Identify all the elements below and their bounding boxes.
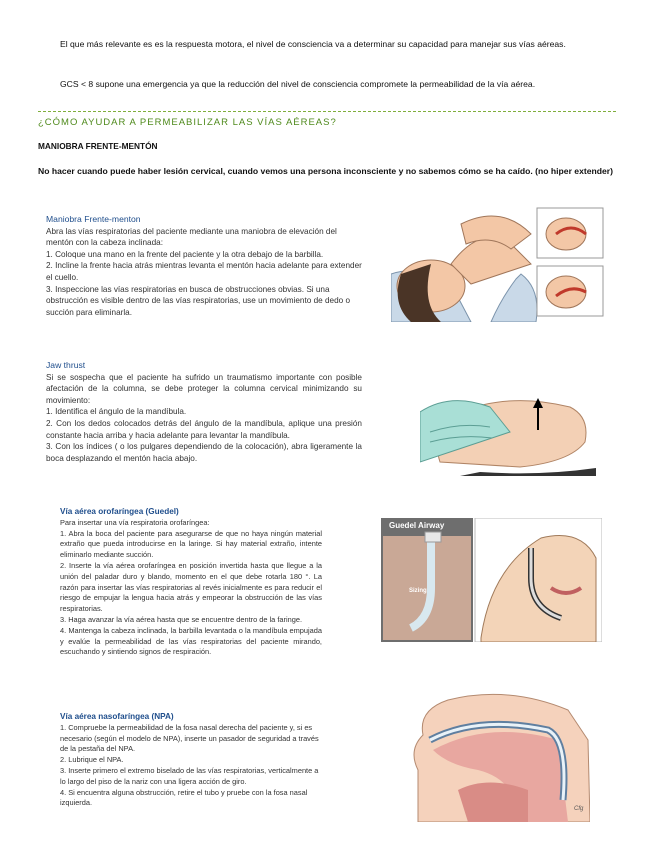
intro-paragraph-motor: El que más relevante es es la respuesta motora, el nivel de consciencia va a determinar su capacidad para manejar sus vías aéreas. bbox=[60, 39, 566, 49]
npa-line: 3. Inserte primero el extremo biselado de las vías respiratorias, verticalmente a lo largo del piso de la nariz con una ligera acción de giro. bbox=[60, 765, 319, 786]
guedel-line: Para insertar una vía respiratoria orofaríngea: bbox=[60, 517, 210, 527]
nasopharyngeal-airway-illustration bbox=[398, 680, 590, 822]
npa-line: 2. Lubrique el NPA. bbox=[60, 755, 124, 765]
frente-line: 1. Coloque una mano en la frente del paciente y la otra debajo de la barbilla. bbox=[46, 249, 324, 259]
guedel-line: 3. Haga avanzar la vía aérea hasta que se encuentre dentro de la faringe. bbox=[60, 614, 303, 624]
subsection-heading: MANIOBRA FRENTE-MENTÓN bbox=[38, 141, 158, 151]
illustration-signature: Cfg bbox=[574, 806, 584, 812]
npa-line: 4. Si encuentra alguna obstrucción, retire el tubo y pruebe con la fosa nasal izquierda. bbox=[60, 787, 308, 808]
intro-paragraph-gcs: GCS < 8 supone una emergencia ya que la reducción del nivel de consciencia compromete la permeabilidad de la vía aérea. bbox=[60, 79, 536, 89]
npa-section bbox=[60, 712, 322, 809]
npa-line: 1. Compruebe la permeabilidad de la fosa nasal derecha del paciente y, si es necesario (según el modelo de NPA), inserte un pasador de seguridad a través de la pestaña del NPA. bbox=[60, 722, 319, 754]
section-divider bbox=[38, 111, 616, 112]
warning-text: No hacer cuando puede haber lesión cervical, cuando vemos una persona inconsciente y no sabemos cómo se ha caído. (no hiper extender) bbox=[38, 166, 613, 176]
jaw-thrust-illustration bbox=[420, 372, 596, 476]
npa-title: Vía aérea nasofaríngea (NPA) bbox=[60, 712, 174, 721]
jaw-line: Si se sospecha que el paciente ha sufrido un traumatismo importante con posible afectación de la columna, se debe proteger la columna cervical minimizando su movimiento: bbox=[46, 372, 362, 405]
guedel-airway-illustration bbox=[381, 518, 602, 642]
frente-line: 3. Inspeccione las vías respiratorias en busca de obstrucciones obvias. Si una obstrucción es visible dentro de las vías respiratorias, use un movimiento de dedo o succión para eliminarla. bbox=[46, 284, 351, 317]
jaw-thrust-section bbox=[46, 360, 362, 464]
frente-menton-section bbox=[46, 214, 364, 318]
jaw-thrust-title: Jaw thrust bbox=[46, 360, 86, 370]
section-heading: ¿CÓMO AYUDAR A PERMEABILIZAR LAS VÍAS AÉREAS? bbox=[38, 117, 337, 128]
jaw-line: 1. Identifica el ángulo de la mandíbula. bbox=[46, 407, 187, 417]
frente-line: Abra las vías respiratorias del paciente mediante una maniobra de elevación del mentón con la cabeza inclinada: bbox=[46, 226, 337, 248]
guedel-airway-label: Guedel Airway bbox=[389, 521, 445, 530]
frente-line: 2. Incline la frente hacia atrás mientras levanta el mentón hacia adelante para extender el cuello. bbox=[46, 261, 362, 282]
jaw-line: 3. Con los índices ( o los pulgares dependiendo de la colocación), abra ligeramente la boca desplazando el mentón hacia abajo. bbox=[46, 442, 362, 463]
frente-menton-title: Maniobra Frente-menton bbox=[46, 214, 141, 224]
sizing-label: Sizing bbox=[409, 588, 427, 594]
guedel-line: 4. Mantenga la cabeza inclinada, la barbilla levantada o la mandíbula empujada y evalúe la permeabilidad de las vías respiratorias del paciente mirando, escuchando y sintiendo signos de respiración. bbox=[60, 625, 322, 657]
jaw-line: 2. Con los dedos colocados detrás del ángulo de la mandíbula, aplique una presión constante hacia arriba y hacia adelante para levantar la mandíbula. bbox=[46, 418, 362, 440]
guedel-line: 1. Abra la boca del paciente para asegurarse de que no haya ningún material extraño que pueda introducirse en la laringe. Si hay material extraño, intente eliminarlo mediante succión. bbox=[60, 528, 322, 560]
guedel-line: 2. Inserte la vía aérea orofaríngea en posición invertida hasta que llegue a la unión del paladar duro y blando, momento en el que debe rotarla 180 °. La razón para insertar las vías respiratorias al revés inicialmente es para reducir el riesgo de empujar la lengua hacia atrás y empeorar la obstrucción de las vías respiratorias. bbox=[60, 560, 322, 614]
head-tilt-chin-lift-illustration bbox=[391, 204, 605, 322]
guedel-title: Vía aérea orofaríngea (Guedel) bbox=[60, 507, 179, 516]
guedel-section bbox=[60, 507, 322, 658]
